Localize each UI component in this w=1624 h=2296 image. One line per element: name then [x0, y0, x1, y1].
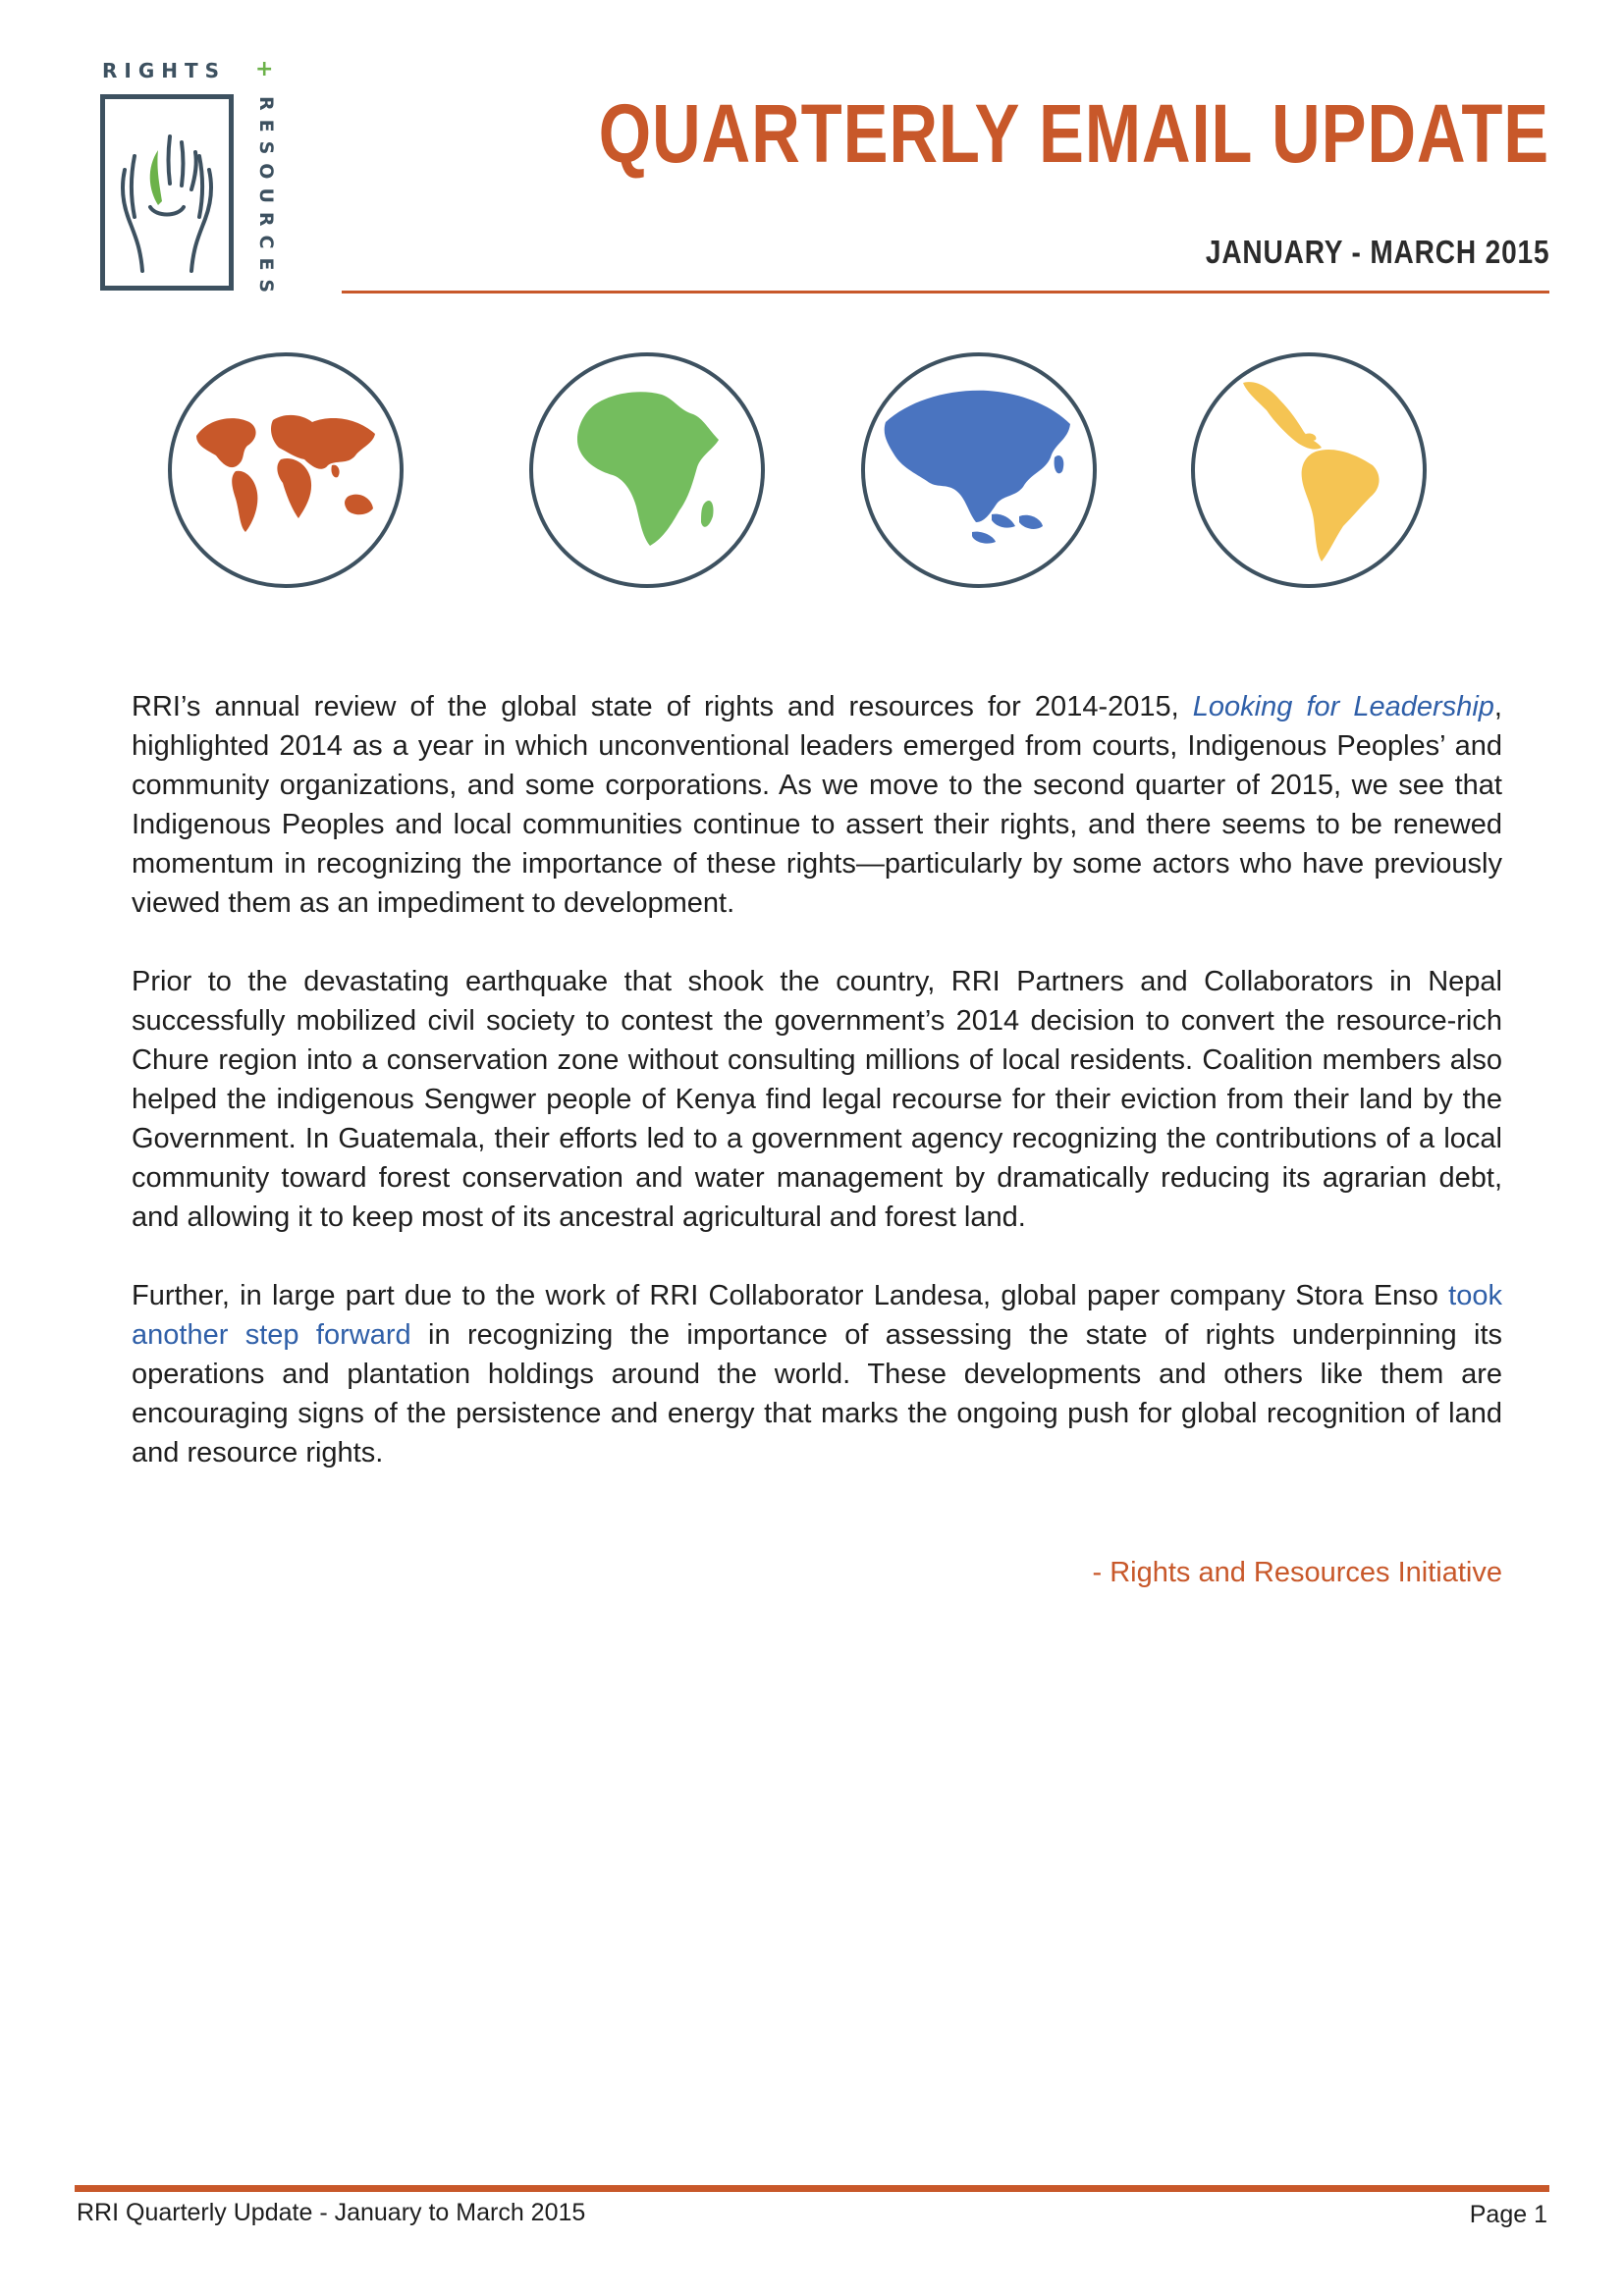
footer-divider [75, 2185, 1549, 2192]
took-another-step-forward-link[interactable]: took another step forward [132, 1280, 1502, 1351]
logo-word-rights: RIGHTS [102, 59, 227, 82]
latin-america-map-icon [1188, 349, 1430, 591]
logo-plus-sign: + [255, 57, 274, 81]
paragraph-2: Prior to the devastating earthquake that shook the country, RRI Partners and Collaborators in Nepal successfully mobilized civil society to contest the government’s 2014 decision to convert the resource-rich Chure region into a conservation zone without consulting millions of local residents. Coalition members also helped the indigenous Sengwer people of Kenya find legal recourse for their eviction from their land by the Government. In Guatemala, their efforts led to a government agency recognizing the contributions of a local community toward forest conservation and water management by dramatically reducing its agrarian debt, and allowing it to keep most of its ancestral agricultural and forest land. [132, 966, 1502, 1233]
date-range: JANUARY - MARCH 2015 [1205, 234, 1549, 270]
signature: - Rights and Resources Initiative [1092, 1557, 1502, 1588]
africa-map-icon [526, 349, 768, 591]
paragraph-1: RRI’s annual review of the global state of rights and resources for 2014-2015, Looking for Leadership, highlighted 2014 as a year in which unconventional leaders emerged from courts, Indigenous Peoples’ and community organizations, and some corporations. As we move to the second quarter of 2015, we see that Indigenous Peoples and local communities continue to assert their rights, and there seems to be renewed momentum in recognizing the importance of these rights—particularly by some actors who have previously viewed them as an impediment to development. [132, 691, 1502, 919]
logo-frame [100, 94, 234, 291]
article-body [132, 687, 1502, 1512]
paragraph-3: Further, in large part due to the work of RRI Collaborator Landesa, global paper company Stora Enso took another step forward in recognizing the importance of assessing the state of rights underpinning its operations and plantation holdings around the world. These developments and others like them are encouraging signs of the persistence and energy that marks the ongoing push for global recognition of land and resource rights. [132, 1280, 1503, 1468]
header-divider [342, 291, 1549, 294]
logo-word-resources: RESOURCES [255, 96, 277, 302]
footer-title: RRI Quarterly Update - January to March 2015 [77, 2199, 586, 2226]
looking-for-leadership-link[interactable]: Looking for Leadership [1192, 691, 1494, 722]
world-map-icon [165, 349, 406, 591]
rri-logo [90, 57, 297, 302]
asia-map-icon [858, 349, 1100, 591]
hand-leaf-icon [105, 99, 229, 286]
region-globes [0, 349, 1624, 595]
page-title: QUARTERLY EMAIL UPDATE [598, 87, 1549, 180]
page-number: Page 1 [1469, 2201, 1547, 2228]
